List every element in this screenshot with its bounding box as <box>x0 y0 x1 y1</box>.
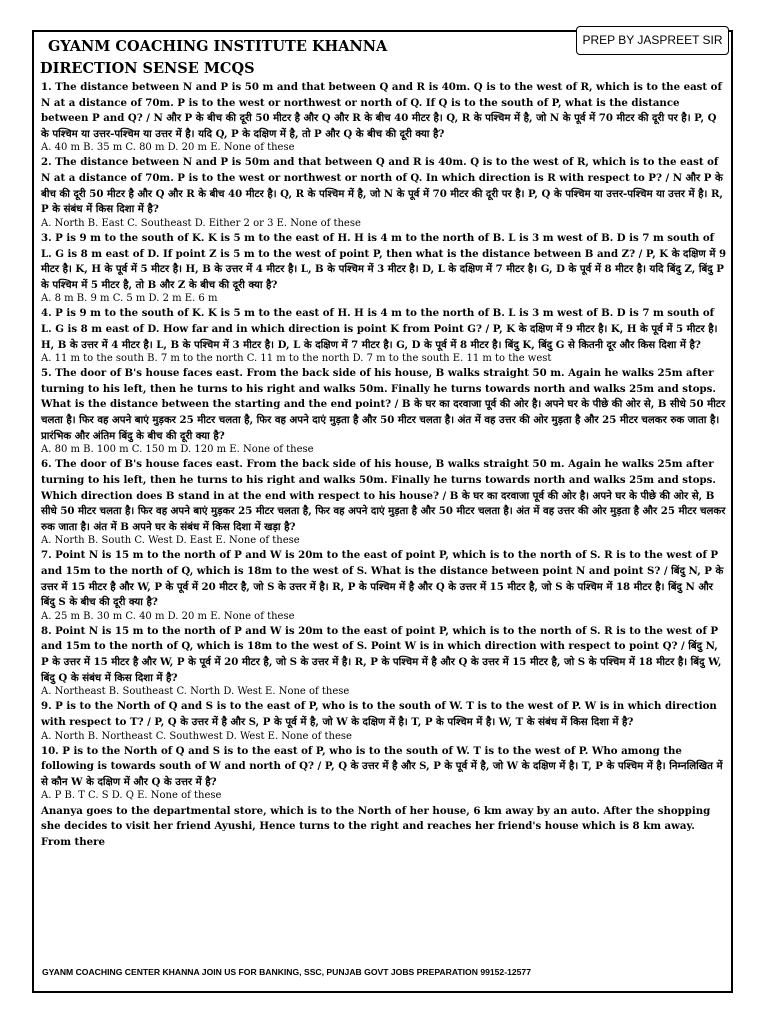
question-item <box>41 80 727 155</box>
answer-options: A. 11 m to the south B. 7 m to the north C. 11 m to the north D. 7 m to the south E. 11 m to the west <box>41 353 552 365</box>
question-text: 9. P is to the North of Q and S is to the east of P, who is to the south of W. T is to the west of P. W is in which direction with respect to T? / P, Q के उत्तर में है और S, P के पूर्व में है, जो W के दक्षिण में है। T, P के पश्चिम में है। W, T के संबंध में किस दिशा में है? <box>41 700 717 728</box>
question-text: 1. The distance between N and P is 50 m and that between Q and R is 40m. Q is to the west of R, which is to the east of N at a distance of 70m. P is to the west or northwest or north of Q. If Q is to the south of P, what is the distance between P and Q? / N और P के बीच की दूरी 50 मीटर है और Q और R के बीच 40 मीटर है। Q, R के पश्चिम में है, जो N के पूर्व में 70 मीटर की दूरी पर है। P, Q के पश्चिम या उत्तर-पश्चिम या उत्तर में है। यदि Q, P के दक्षिण में है, तो P और Q के बीच की दूरी क्या है? <box>41 81 722 140</box>
question-text: 3. P is 9 m to the south of K. K is 5 m to the east of H. H is 4 m to the north of B. L is 3 m west of B. D is 7 m south of L. G is 8 m east of D. If point Z is 5 m to the west of point P, then what is the distance between B and Z? / P, K के दक्षिण में 9 मीटर है। K, H के पूर्व में 5 मीटर है। H, B के उत्तर में 4 मीटर है। L, B के पश्चिम में 3 मीटर है। D, L के दक्षिण में 7 मीटर है। G, D के पूर्व में 8 मीटर है। यदि बिंदु Z, बिंदु P के पश्चिम में 5 मीटर है, तो B और Z के बीच की दूरी क्या है? <box>41 231 727 291</box>
answer-options: A. 8 m B. 9 m C. 5 m D. 2 m E. 6 m <box>41 293 218 305</box>
page-footer: GYANM COACHING CENTER KHANNA JOIN US FOR BANKING, SSC, PUNJAB GOVT JOBS PREPARATION 99152-12577 <box>42 967 531 977</box>
institute-title: GYANM COACHING INSTITUTE KHANNA <box>48 38 388 55</box>
question-text: 2. The distance between N and P is 50m and that between Q and R is 40m. Q is to the west of R, which is to the east of N at a distance of 70m. P is to the west or northwest or north of Q. In which direction is R with respect to P? / N और P के बीच की दूरी 50 मीटर है और Q और R के बीच 40 मीटर है। Q, R के पश्चिम में है, जो N के पूर्व में 70 मीटर की दूरी पर है। P, Q के पश्चिम या उत्तर-पश्चिम या उत्तर में है। R, P के संबंध में किस दिशा में है? <box>41 156 723 216</box>
question-item <box>41 155 727 230</box>
answer-options: A. 80 m B. 100 m C. 150 m D. 120 m E. None of these <box>41 444 314 456</box>
answer-options: A. Northeast B. Southeast C. North D. West E. None of these <box>41 686 350 698</box>
question-text: 7. Point N is 15 m to the north of P and W is 20m to the east of point P, which is to the north of S. R is to the west of P and 15m to the north of Q, which is 18m to the west of S. What is the distance between point N and point S? / बिंदु N, P के उत्तर में 15 मीटर है और W, P के पूर्व में 20 मीटर है, जो S के उत्तर में है। R, P के पश्चिम में है और Q के उत्तर में 15 मीटर है, जो S के पश्चिम में 18 मीटर है। बिंदु N और बिंदु S के बीच की दूरी क्या है? <box>41 549 724 609</box>
question-item <box>41 548 727 623</box>
answer-options: A. North B. East C. Southeast D. Either 2 or 3 E. None of these <box>41 217 361 229</box>
answer-options: A. 40 m B. 35 m C. 80 m D. 20 m E. None of these <box>41 142 295 154</box>
question-item <box>41 306 727 365</box>
answer-options: A. North B. Northeast C. Southwest D. West E. None of these <box>41 730 352 742</box>
question-item <box>41 231 727 306</box>
page-title: DIRECTION SENSE MCQS <box>40 60 255 77</box>
question-text: 10. P is to the North of Q and S is to the east of P, who is to the south of W. T is to the west of P. Who among the following is towards south of W and north of Q? / P, Q के उत्तर में है और S, P के पूर्व में है, जो W के दक्षिण में है। T, P के पश्चिम में है। निम्नलिखित में से कौन W के दक्षिण में और Q के उत्तर में है? <box>41 744 723 788</box>
question-item <box>41 624 727 699</box>
answer-options: A. North B. South C. West D. East E. None of these <box>41 535 300 547</box>
answer-options: A. P B. T C. S D. Q E. None of these <box>41 790 222 802</box>
question-item <box>41 699 727 743</box>
question-list <box>41 80 727 850</box>
question-item <box>41 744 727 803</box>
question-item <box>41 457 727 548</box>
trailing-question-text: Ananya goes to the departmental store, which is to the North of her house, 6 km away by an auto. After the shopping she decides to visit her friend Ayushi, Hence turns to the right and reaches her friend's house which is 8 km away. From there <box>41 804 711 848</box>
question-item <box>41 366 727 457</box>
question-text: 5. The door of B's house faces east. From the back side of his house, B walks straight 50 m. Again he walks 25m after turning to his left, then he turns to his right and walks 50m. Finally he turns towards north and walks 25m and stops. What is the distance between the starting and the end point? / B के घर का दरवाजा पूर्व की ओर है। अपने घर के पीछे की ओर से, B सीधे 50 मीटर चलता है। फिर वह अपने बाएं मुड़कर 25 मीटर चलता है, फिर वह अपने दाएं मुड़ता है और 50 मीटर चलता है। अंत में वह उत्तर की ओर मुड़ता है और 25 मीटर चलकर रुक जाता है। प्रारंभिक और अंतिम बिंदु के बीच की दूरी क्या है? <box>41 367 726 442</box>
question-text: 4. P is 9 m to the south of K. K is 5 m to the east of H. H is 4 m to the north of B. L is 3 m west of B. D is 7 m south of L. G is 8 m east of D. How far and in which direction is point K from Point G? / P, K के दक्षिण में 9 मीटर है। K, H के पूर्व में 5 मीटर है। H, B के उत्तर में 4 मीटर है। L, B के पश्चिम में 3 मीटर है। D, L के दक्षिण में 7 मीटर है। G, D के पूर्व में 8 मीटर है। बिंदु K, बिंदु G से कितनी दूर और किस दिशा में है? <box>41 307 718 351</box>
question-text: 6. The door of B's house faces east. From the back side of his house, B walks straight 50 m. Again he walks 25m after turning to his left, then he turns to his right and walks 50m. Finally he turns towards north and walks 25m and stops. Which direction does B stand in at the end with respect to his house? / B के घर का दरवाजा पूर्व की ओर है। अपने घर के पीछे की ओर से, B सीधे 50 मीटर चलता है। फिर वह अपने बाएं मुड़कर 25 मीटर चलता है, फिर वह अपने दाएं मुड़ता है और 50 मीटर चलता है। अंत में वह उत्तर की ओर मुड़ता है और 25 मीटर चलकर रुक जाता है। अंत में B अपने घर के संबंध में किस दिशा में खड़ा है? <box>41 458 726 533</box>
answer-options: A. 25 m B. 30 m C. 40 m D. 20 m E. None of these <box>41 610 295 622</box>
author-badge: PREP BY JASPREET SIR <box>576 26 729 55</box>
question-text: 8. Point N is 15 m to the north of P and W is 20m to the east of point P, which is to the north of S. R is to the west of P and 15m to the north of Q, which is 18m to the west of S. Point W is in which direction with respect to point Q? / बिंदु N, P के उत्तर में 15 मीटर है और W, P के पूर्व में 20 मीटर है, जो S के उत्तर में है। R, P के पश्चिम में है और Q के उत्तर में 15 मीटर है, जो S के पश्चिम में 18 मीटर है। बिंदु W, बिंदु Q के संबंध में किस दिशा में है? <box>41 624 722 684</box>
